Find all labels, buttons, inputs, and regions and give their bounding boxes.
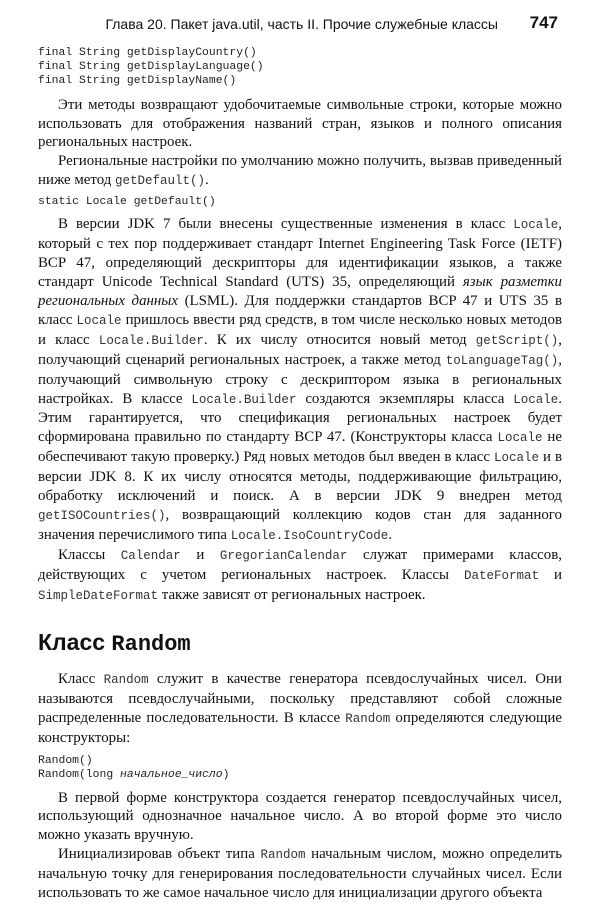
paragraph-calendar-classes: Классы Calendar и GregorianCalendar служат примерами классов, действующих с учетом региональных настроек. Классы DateFormat и SimpleDateFormat также зависят от региональных настроек. xyxy=(38,546,562,603)
code-block-display-methods xyxy=(38,46,562,89)
inline-code: Locale.Builder xyxy=(98,333,204,348)
inline-code: Locale xyxy=(493,451,539,466)
chapter-title: Глава 20. Пакет java.util, часть II. Прочие служебные классы xyxy=(105,16,498,32)
inline-code: Locale xyxy=(513,392,559,407)
inline-code: Locale.IsoCountryCode xyxy=(230,528,389,543)
inline-code: Random xyxy=(260,848,306,863)
code-line: final String getDisplayName() xyxy=(38,75,237,88)
inline-code: Locale.Builder xyxy=(191,392,297,407)
paragraph-default-locale: Региональные настройки по умолчанию можно получить, вызвав приведенный ниже метод getDefault(). xyxy=(38,153,562,189)
code-block-random-constructors xyxy=(38,754,562,782)
code-line: static Locale getDefault() xyxy=(38,196,216,209)
heading-code: Random xyxy=(111,632,191,658)
italic-term: язык разметки региональных данных xyxy=(38,274,562,309)
page-body xyxy=(38,46,562,903)
paragraph-random-intro: Класс Random служит в качестве генератора псевдослучайных чисел. Они называются псевдослучайными, поскольку представляют собой сложные распределенные последовательности. В классе Random определяются следующие конструкторы: xyxy=(38,671,562,747)
inline-code: Random xyxy=(345,712,391,727)
inline-code: Locale xyxy=(76,313,122,328)
code-line: final String getDisplayCountry() xyxy=(38,47,257,59)
code-line: Random() xyxy=(38,755,93,768)
inline-code: getISOCountries() xyxy=(38,508,166,523)
code-block-get-default xyxy=(38,195,562,209)
section-heading-random: Класс Random xyxy=(38,629,191,658)
inline-code: Locale xyxy=(513,218,559,233)
code-line: final String getDisplayLanguage() xyxy=(38,61,264,74)
page-number: 747 xyxy=(529,13,558,32)
inline-code: getScript() xyxy=(475,333,559,348)
code-line: Random(long начальное_число) xyxy=(38,769,230,782)
code-param: начальное_число xyxy=(120,769,223,782)
inline-code: Calendar xyxy=(120,548,181,563)
inline-code: Random xyxy=(103,673,149,688)
inline-code: toLanguageTag() xyxy=(445,353,559,368)
inline-code: Locale xyxy=(497,431,543,446)
paragraph-constructor-forms: В первой форме конструктора создается генератор псевдослучайных чисел, использующий однозначное начальное число. А во второй форме это число можно указать вручную. xyxy=(38,789,562,844)
paragraph-display-methods: Эти методы возвращают удобочитаемые символьные строки, которые можно использовать для отображения названий стран, языков и полного описания региональных настроек. xyxy=(38,96,562,151)
paragraph-seed-init: Инициализировав объект типа Random начальным числом, можно определить начальную точку для генерирования последовательности случайных чисел. Если использовать то же самое начальное число для инициализации другого объекта xyxy=(38,846,562,902)
inline-code: DateFormat xyxy=(464,568,540,583)
inline-code: GregorianCalendar xyxy=(219,548,348,563)
inline-code: getDefault() xyxy=(115,174,206,189)
paragraph-jdk7-changes: В версии JDK 7 были внесены существенные изменения в класс Locale, который с тех пор поддерживает стандарт Internet Engineering Task Force (IETF) BCP 47, определяющий дескрипторы для идентификации языков, а также стандарт Unicode Technical Standard (UTS) 35, определяющий язык разметки региональных данных (LSML). Для поддержки стандартов BCP 47 и UTS 35 в класс Locale пришлось ввести ряд средств, в том числе несколько новых методов и класс Locale.Builder. К их числу относится новый метод getScript(), получающий сценарий региональных настроек, а также метод toLanguageTag(), получающий символьную строку с дескриптором языка в региональных настройках. В классе Locale.Builder создаются экземпляры класса Locale. Этим гарантируется, что спецификация региональных настроек будет сформирована правильно по стандарту BCP 47. (Конструкторы класса Locale не обеспечивают такую проверку.) Ряд новых методов был введен в класс Locale и в версии JDK 8. К их числу относятся методы, поддерживающие фильтрацию, обработку исключений и поиск. А в версии JDK 9 внедрен метод getISOCountries(), возвращающий коллекцию кодов стан для заданного значения перечислимого типа Locale.IsoCountryCode. xyxy=(38,216,562,543)
inline-code: SimpleDateFormat xyxy=(38,588,159,603)
running-header xyxy=(0,13,600,35)
